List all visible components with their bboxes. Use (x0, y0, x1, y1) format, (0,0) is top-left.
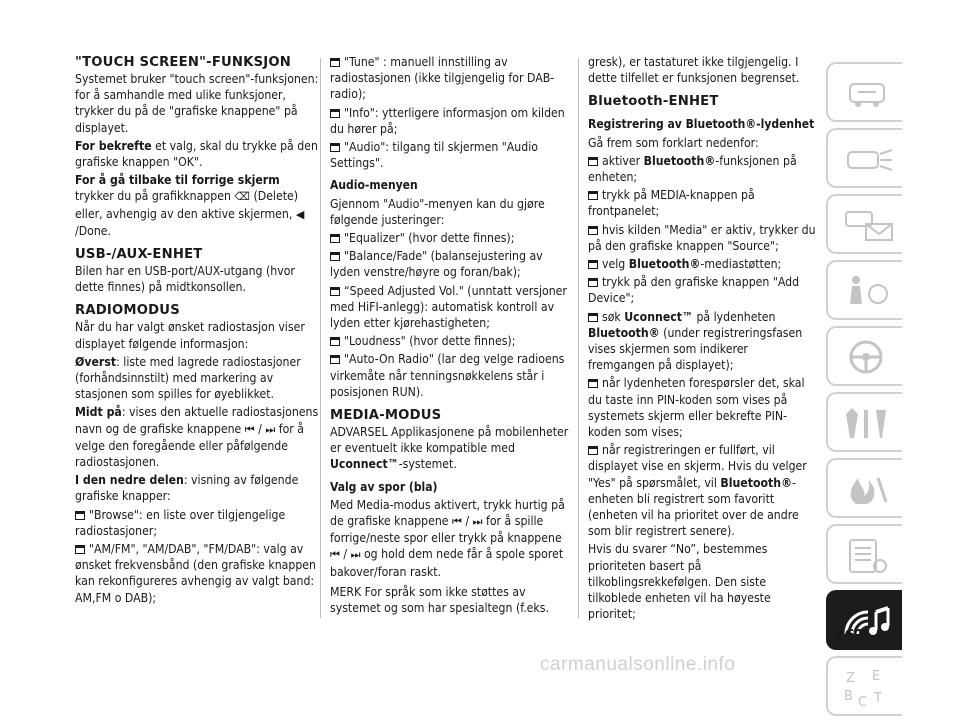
bullet-icon (588, 379, 598, 388)
prev-track-icon: ⏮ (330, 548, 340, 562)
page-number: 261 (834, 626, 866, 644)
prev-track-icon: ⏮ (452, 515, 462, 529)
paragraph: MERK For språk som ikke støttes av systemet og som har spesialtegn (f.eks. (330, 584, 549, 616)
text: og hold dem nede får å spole sporet bakover/foran raskt. (330, 547, 564, 579)
bullet-icon (330, 252, 340, 261)
paragraph: Med Media-modus aktivert, trykk hurtig på de grafiske knappene ⏮ / ⏭ for å spille forrige/neste spor eller trykk på knappene ⏮ / ⏭ og hold dem nede får å spole sporet bakover/foran raskt. (330, 497, 565, 579)
paragraph: Gå frem som forklart nedenfor: (588, 135, 759, 150)
bold-term: For bekrefte (75, 138, 152, 153)
tab-lights[interactable] (826, 128, 902, 188)
bullet-icon (330, 143, 340, 152)
svg-text:T: T (874, 691, 882, 706)
heading-bluetooth: Bluetooth-ENHET (588, 94, 719, 110)
paragraph (75, 138, 319, 170)
back-arrow-icon: ◀ (295, 207, 305, 221)
prev-track-icon: ⏮ (244, 422, 255, 436)
paragraph: Gjennom "Audio"-menyen kan du gjøre følgende justeringer: (330, 196, 545, 227)
bullet-icon (588, 226, 598, 235)
column-divider (578, 58, 579, 618)
airbag-safety-icon (836, 268, 896, 314)
text: -funksjonen på enheten; (588, 153, 797, 185)
text: "Auto-On Radio" (lar deg velge radioens virkemåte når tenningsnøkkelens står i posisjonen RUN). (330, 352, 565, 399)
wrench-tools-icon (836, 400, 896, 446)
paragraph: Når du har valgt ønsket radiostasjon viser displayet følgende informasjon: (75, 320, 305, 351)
text: trykker du på grafikknappen (75, 189, 235, 204)
list-item (588, 256, 818, 272)
list-item (330, 351, 574, 400)
subheading-bt-registration: Registrering av Bluetooth®-lydenhet (588, 117, 815, 132)
bold-term: Midt på (75, 405, 122, 420)
text: /Done. (75, 223, 112, 238)
bullet-icon (330, 337, 340, 346)
bold-term: Øverst (75, 354, 117, 369)
heading-touch-screen: "TOUCH SCREEN"-FUNKSJON (75, 55, 292, 70)
subheading-audio-menu: Audio-menyen (330, 178, 418, 193)
text: når registreringen er fullført, vil displayet vise en skjerm. Hvis du velger "Yes" på spørsmålet, vil (588, 443, 807, 490)
bold-term: Bluetooth® (720, 475, 793, 490)
list-item (75, 541, 319, 606)
text: "Info": ytterligere informasjon om kilden du hører på; (330, 105, 565, 136)
list-item (588, 309, 818, 374)
tab-safety[interactable] (826, 260, 902, 320)
list-item (75, 507, 319, 539)
text: -mediastøtten; (700, 257, 782, 272)
bullet-icon (330, 287, 340, 296)
bold-term: For å gå tilbake til forrige skjerm (75, 173, 280, 188)
list-item (330, 333, 574, 349)
bold-term: Bluetooth® (643, 153, 716, 168)
list-item (588, 187, 818, 219)
paragraph: Systemet bruker "touch screen"-funksjonen: for å samhandle med ulike funksjoner, trykker du på de "grafiske knappene" på displayet. (75, 72, 319, 135)
paragraph: Midt på: vises den aktuelle radiostasjonens navn og de grafiske knappene ⏮ / ⏭ for å velge den foregående eller påfølgende radiostasjonen. (75, 405, 319, 470)
heading-media: MEDIA-MODUS (330, 408, 442, 424)
alphabet-index-icon (836, 664, 896, 710)
list-item (330, 248, 574, 280)
spark-flame-icon (836, 466, 896, 512)
car-lights-icon (836, 136, 896, 182)
svg-text:Z: Z (846, 671, 855, 686)
bullet-icon (75, 545, 85, 554)
text: "Tune" : manuell innstilling av radiostasjonen (ikke tilgjengelig for DAB-radio); (330, 55, 555, 102)
text: på lydenheten (692, 309, 776, 324)
list-item (330, 54, 574, 103)
bold-term: I den nedre delen (75, 473, 184, 488)
paragraph: gresk), er tastaturet ikke tilgjengelig. I dette tilfellet er funksjonen begrenset. (588, 55, 800, 86)
tab-technical-data[interactable] (826, 524, 902, 584)
text: “Speed Adjusted Vol." (unntatt versjoner med HiFI-anlegg): automatisk kontroll av lyden etter kjørehastigheten; (330, 283, 567, 331)
text: : liste med lagrede radiostasjoner (forhåndsinnstilt) med markering av stasjonen som spilles for øyeblikket. (75, 354, 301, 402)
column-3 (588, 54, 818, 625)
paragraph: Hvis du svarer “No”, bestemmes prioriteten basert på tilkoblingsrekkefølgen. Den siste tilkoblede enheten vil ha høyeste prioritet; (588, 542, 771, 622)
paragraph (330, 424, 574, 473)
paragraph (75, 472, 319, 504)
bullet-icon (588, 446, 598, 455)
svg-text:E: E (872, 669, 881, 684)
tab-starting[interactable] (826, 326, 902, 386)
paragraph (75, 172, 319, 239)
text: -systemet. (398, 457, 457, 472)
list-item (330, 139, 574, 171)
paragraph: Bilen har en USB-port/AUX-utgang (hvor dette finnes) på midtkonsollen. (75, 264, 295, 295)
document-list-icon (836, 532, 896, 578)
list-item (588, 222, 818, 254)
text: : visning av følgende grafiske knapper: (75, 473, 299, 504)
column-2 (330, 54, 574, 618)
tab-mail[interactable] (826, 194, 902, 254)
text: -enheten bli registrert som favoritt (enheten vil ha prioritet over de andre som blir registrert senere). (588, 475, 799, 539)
next-track-icon: ⏭ (350, 548, 361, 562)
heading-usb: USB-/AUX-ENHET (75, 247, 203, 263)
bullet-icon (330, 109, 340, 118)
bullet-icon (588, 313, 598, 322)
steering-wheel-icon (836, 334, 896, 380)
list-item (588, 442, 818, 539)
bold-term: Bluetooth® (628, 257, 701, 272)
text: Med Media-modus aktivert, trykk hurtig på de grafiske knappene (330, 497, 565, 529)
bullet-icon (588, 260, 598, 269)
delete-key-icon: ⌫ (234, 190, 250, 204)
column-divider (320, 58, 321, 618)
car-mail-icon (836, 202, 896, 248)
bullet-icon (330, 355, 340, 364)
text: "Equalizer" (hvor dette finnes); (344, 231, 515, 246)
bullet-icon (588, 157, 598, 166)
text: aktiver (602, 153, 644, 168)
svg-text:C: C (858, 695, 868, 710)
car-dashboard-icon (836, 70, 896, 116)
bullet-icon (330, 58, 340, 67)
subheading-track-select: Valg av spor (bla) (330, 479, 438, 494)
text: for å velge den foregående eller påfølgende radiostasjonen. (75, 421, 304, 470)
watermark: carmanualsonline.info (540, 654, 736, 675)
text: "Browse": en liste over tilgjengelige radiostasjoner; (75, 507, 286, 538)
column-1 (75, 54, 319, 608)
svg-text:B: B (844, 689, 853, 704)
list-item (588, 153, 818, 185)
bold-term: Bluetooth® (588, 325, 660, 340)
text: : vises den aktuelle radiostasjonens navn og de grafiske knappene (75, 405, 319, 436)
tab-dashboard[interactable] (826, 62, 902, 122)
text: ADVARSEL Applikasjonene på mobilenheter er eventuelt ikke kompatible med (330, 425, 569, 456)
heading-radio: RADIOMODUS (75, 303, 180, 319)
text: "AM/FM", "AM/DAB", "FM/DAB": valg av ønsket frekvensbånd (den grafiske knappen kan rekonfigureres avhengig av valgt band: AM,FM o DAB); (75, 542, 316, 605)
text: "Audio": tilgang til skjermen "Audio Settings". (330, 140, 538, 171)
next-track-icon: ⏭ (265, 422, 276, 436)
text: hvis kilden "Media" er aktiv, trykker du på den grafiske knappen "Source"; (588, 222, 816, 253)
list-item (588, 274, 818, 306)
text: "Balance/Fade" (balansejustering av lyden venstre/høyre og foran/bak); (330, 249, 543, 280)
list-item (588, 375, 818, 440)
text: trykk på MEDIA-knappen på frontpanelet; (588, 188, 755, 219)
bullet-icon (330, 234, 340, 243)
list-item (330, 283, 574, 332)
tab-index[interactable] (826, 656, 902, 716)
tab-emergency[interactable] (826, 392, 902, 452)
bullet-icon (588, 278, 598, 287)
bold-term: Uconnect™ (624, 309, 693, 324)
text: (under registreringsfasen vises skjermen som indikerer fremgangen på displayet); (588, 325, 803, 373)
next-track-icon: ⏭ (472, 515, 483, 529)
text: når lydenheten forespørsler det, skal du taste inn PIN-koden som vises på systemets skjerm eller bekrefte PIN-koden som vises; (588, 376, 805, 440)
text: trykk på den grafiske knappen "Add Device"; (588, 275, 800, 306)
list-item (330, 230, 574, 246)
tab-maintenance[interactable] (826, 458, 902, 518)
bullet-icon (588, 191, 598, 200)
text: (Delete) eller, avhengig av den aktive skjermen, (75, 189, 299, 221)
bullet-icon (75, 511, 85, 520)
paragraph (75, 354, 319, 403)
text: et valg, skal du trykke på den grafiske knappen "OK". (75, 138, 318, 170)
bold-term: Uconnect™ (330, 457, 399, 472)
text: velg (602, 257, 629, 272)
list-item (330, 105, 574, 137)
text: for å spille forrige/neste spor eller trykk på knappene (330, 514, 562, 546)
text: søk (602, 309, 625, 324)
text: "Loudness" (hvor dette finnes); (344, 334, 516, 349)
chapter-tabs (826, 62, 902, 722)
